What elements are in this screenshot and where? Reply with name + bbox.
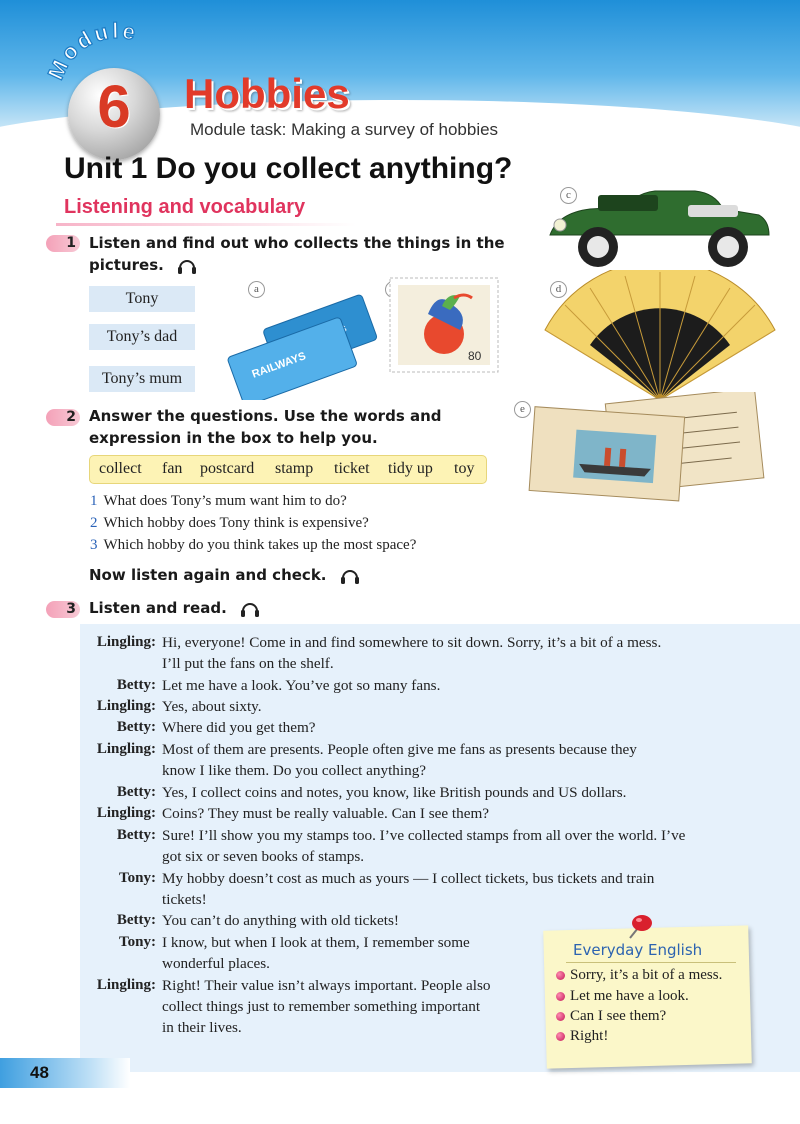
dialogue-line: Yes, I collect coins and notes, you know, like British pounds and US dollars.: [162, 784, 627, 801]
dialogue-line: tickets!: [162, 891, 207, 908]
dialogue-line: Yes, about sixty.: [162, 698, 262, 715]
activity-number-2: 2: [46, 409, 80, 426]
question-1: 1 What does Tony’s mum want him to do?: [90, 493, 347, 509]
dialogue-line: You can’t do anything with old tickets!: [162, 912, 399, 929]
toy-car-illustration: [538, 165, 783, 275]
svg-text:RAILWAYS: RAILWAYS: [250, 350, 308, 381]
listen-again-instruction: [89, 564, 360, 586]
picture-label-a: a: [248, 281, 265, 298]
activity-1-instruction: [89, 232, 505, 276]
unit-title: Unit 1 Do you collect anything?: [64, 152, 513, 185]
dialogue-line: Most of them are presents. People often give me fans as presents because they: [162, 741, 637, 758]
speaker-betty: Betty:: [116, 784, 156, 800]
module-number: 6: [97, 73, 131, 140]
stamp-illustration: [388, 276, 500, 374]
bullet-icon: [556, 971, 565, 980]
activity-2-instruction-line1: Answer the questions. Use the words and: [89, 407, 442, 425]
everyday-english-title: Everyday English: [573, 941, 703, 959]
activity-number-1: 1: [46, 235, 80, 252]
speaker-betty: Betty:: [116, 677, 156, 693]
activity-3-instruction: [89, 597, 260, 619]
speaker-betty: Betty:: [116, 912, 156, 928]
module-task: Module task: Making a survey of hobbies: [190, 120, 499, 139]
module-label: Module: [42, 18, 141, 84]
activity-number-3: 3: [46, 601, 80, 618]
word-ticket: ticket: [334, 460, 370, 477]
dialogue-line: My hobby doesn’t cost as much as yours — I collect tickets, bus tickets and train: [162, 870, 655, 887]
speaker-betty: Betty:: [116, 719, 156, 735]
dialogue-line: collect things just to remember something important: [162, 998, 481, 1015]
activity-1-instruction-line1: Listen and find out who collects the things in the: [89, 234, 505, 252]
headphones-icon[interactable]: [240, 600, 260, 618]
dialogue-line: Sure! I’ll show you my stamps too. I’ve collected stamps from all over the world. I’ve: [162, 827, 686, 844]
activity-1-instruction-line2: pictures.: [89, 256, 164, 274]
speaker-lingling: Lingling:: [96, 741, 156, 757]
svg-text:80: 80: [468, 349, 482, 363]
listen-again-text: Now listen again and check.: [89, 566, 327, 584]
postcards-illustration: [520, 392, 770, 502]
bullet-icon: [556, 992, 565, 1001]
speaker-betty: Betty:: [116, 827, 156, 843]
question-3: 3 Which hobby do you think takes up the most space?: [90, 537, 417, 553]
dialogue-line: Right! Their value isn’t always important. People also: [162, 977, 491, 994]
dialogue-line: Hi, everyone! Come in and find somewhere to sit down. Sorry, it’s a bit of a mess.: [162, 634, 662, 651]
activity-3-text: Listen and read.: [89, 599, 227, 617]
speaker-tony: Tony:: [119, 934, 156, 950]
headphones-icon[interactable]: [340, 567, 360, 585]
activity-2-instruction: [89, 405, 442, 449]
picture-label-c: c: [560, 187, 577, 204]
dialogue-line: Where did you get them?: [162, 719, 316, 736]
word-toy: toy: [454, 460, 475, 477]
folding-fan-illustration: [535, 270, 785, 410]
note-divider: [566, 962, 736, 963]
word-postcard: postcard: [200, 460, 255, 477]
word-fan: fan: [162, 460, 183, 477]
activity-2-instruction-line2: expression in the box to help you.: [89, 429, 378, 447]
dialogue-line: Coins? They must be really valuable. Can I see them?: [162, 805, 489, 822]
page-number: 48: [30, 1063, 49, 1082]
everyday-english-item: Right!: [556, 1028, 608, 1045]
dialogue-line: I know, but when I look at them, I remember some: [162, 934, 470, 951]
dialogue-line: Let me have a look. You’ve got so many fans.: [162, 677, 441, 694]
bullet-icon: [556, 1032, 565, 1041]
word-stamp: stamp: [275, 460, 314, 477]
picture-label-e: e: [514, 401, 531, 418]
everyday-english-item: Can I see them?: [556, 1008, 666, 1025]
name-box-tonys-mum: Tony’s mum: [89, 366, 195, 392]
dialogue-line: wonderful places.: [162, 955, 270, 972]
train-tickets-illustration: [215, 290, 385, 400]
name-box-tony: Tony: [89, 286, 195, 312]
speaker-lingling: Lingling:: [96, 977, 156, 993]
dialogue-line: know I like them. Do you collect anything?: [162, 762, 427, 779]
page-number-bar: [0, 1058, 130, 1088]
speaker-lingling: Lingling:: [96, 805, 156, 821]
word-tidy-up: tidy up: [388, 460, 433, 477]
dialogue-line: I’ll put the fans on the shelf.: [162, 655, 334, 672]
section-underline: [56, 223, 356, 226]
speaker-lingling: Lingling:: [96, 698, 156, 714]
speaker-tony: Tony:: [119, 870, 156, 886]
picture-label-d: d: [550, 281, 567, 298]
section-heading: Listening and vocabulary: [64, 196, 306, 218]
headphones-icon[interactable]: [177, 257, 197, 275]
module-title: Hobbies: [184, 70, 350, 117]
bullet-icon: [556, 1012, 565, 1021]
name-box-tonys-dad: Tony’s dad: [89, 324, 195, 350]
question-2: 2 Which hobby does Tony think is expensive?: [90, 515, 369, 531]
everyday-english-item: Sorry, it’s a bit of a mess.: [556, 967, 722, 984]
everyday-english-item: Let me have a look.: [556, 988, 689, 1005]
word-collect: collect: [99, 460, 142, 477]
activity-1-instruction-line2-wrap: [89, 254, 505, 276]
dialogue-line: in their lives.: [162, 1019, 242, 1036]
speaker-lingling: Lingling:: [96, 634, 156, 650]
dialogue-line: got six or seven books of stamps.: [162, 848, 365, 865]
